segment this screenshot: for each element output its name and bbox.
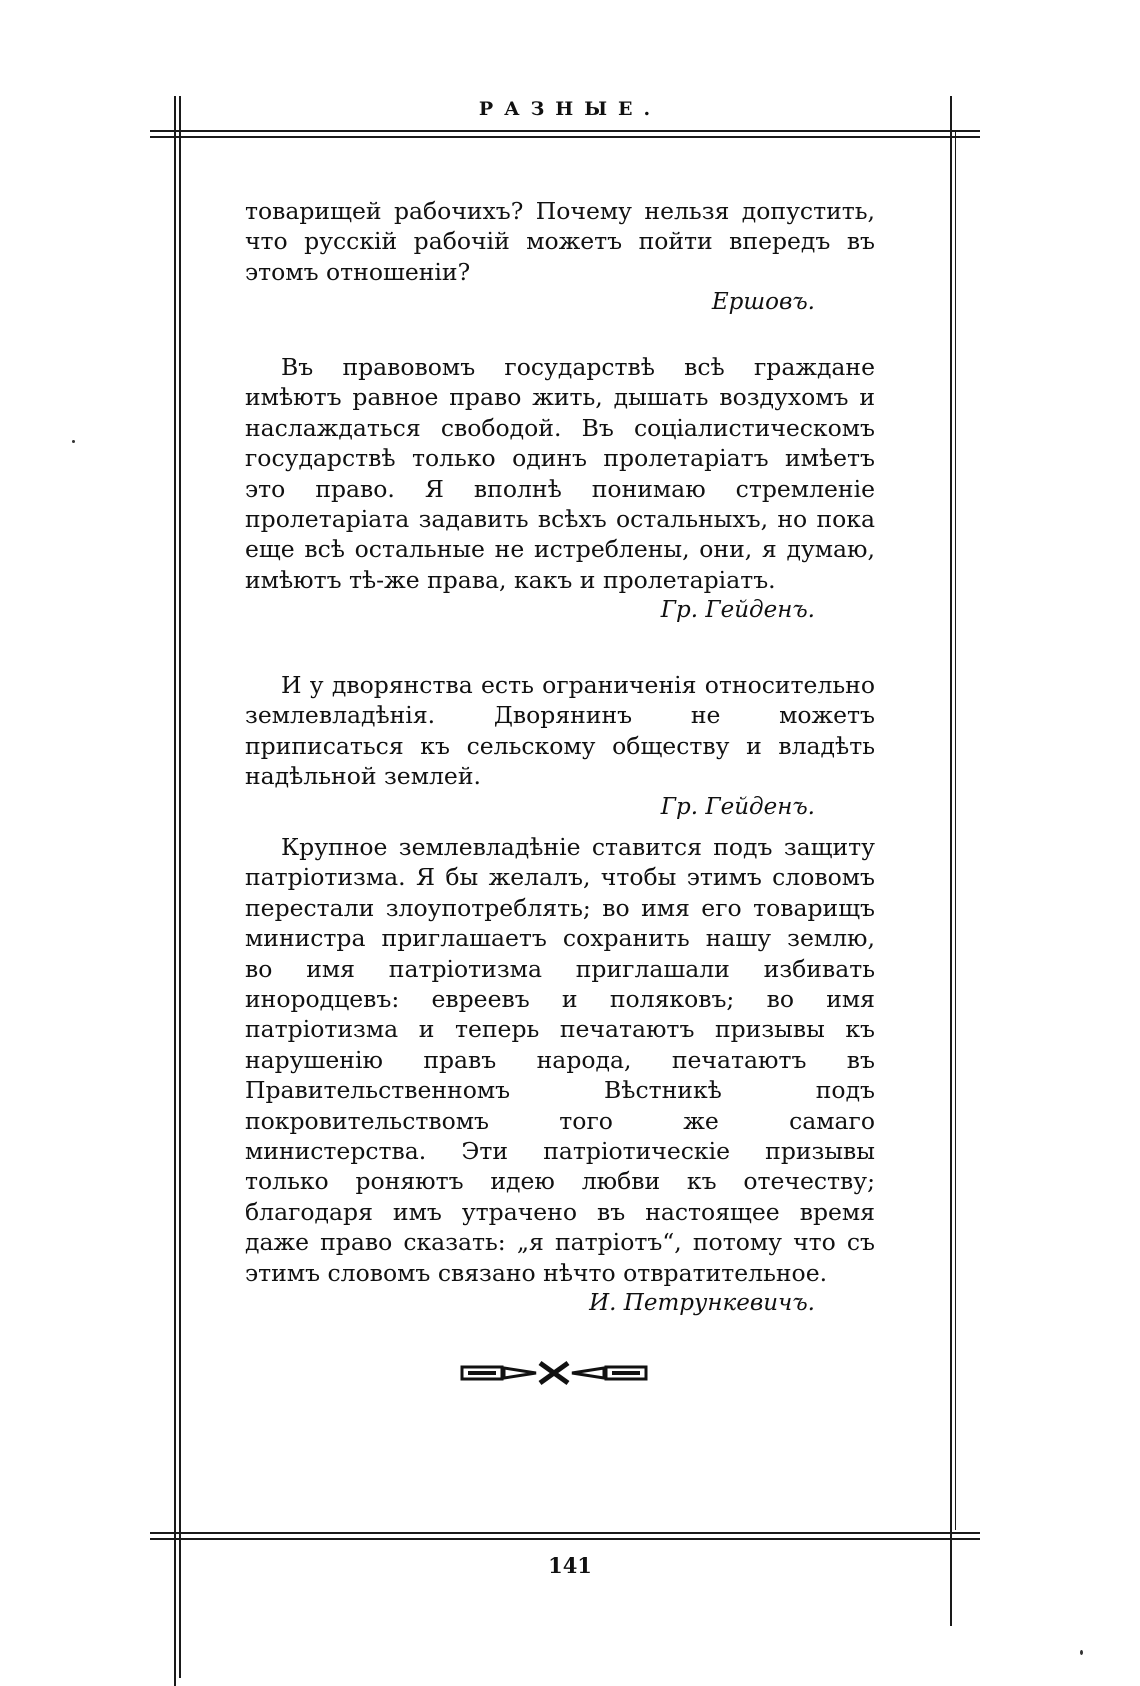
running-title: РАЗНЫЕ. <box>478 98 662 120</box>
frame-right-rule-outer <box>950 96 952 1626</box>
frame-left-rule-inner <box>179 96 181 1678</box>
header-rule-top <box>150 130 980 132</box>
quote-4-author: И. Петрункевичъ. <box>589 1290 815 1317</box>
quote-3-text: И у дворянства есть ограниченія относительно землевладѣнія. Дворянинъ не можетъ приписаться къ сельскому обществу и владѣть надѣльной землей. <box>245 671 875 791</box>
quote-1-author: Ершовъ. <box>711 289 815 316</box>
quote-2-text: Въ правовомъ государствѣ всѣ граждане имѣютъ равное право жить, дышать воздухомъ и наслаждаться свободой. Въ соціалистическомъ государствѣ только одинъ пролетаріатъ имѣетъ это право. Я вполнѣ понимаю стремленіе пролетаріата задавить всѣхъ остальныхъ, но пока еще всѣ остальные не истреблены, они, я думаю, имѣютъ тѣ-же права, какъ и пролетаріатъ. <box>245 353 875 594</box>
frame-left-rule-outer <box>174 96 176 1686</box>
header-rule-bottom <box>150 136 980 138</box>
footer-rule-top <box>150 1532 980 1534</box>
scan-speck <box>1080 1650 1083 1655</box>
frame-right-rule-inner <box>955 130 956 1530</box>
quote-1-text: товарищей рабочихъ? Почему нельзя допустить, что русскій рабочій можетъ пойти впередъ въ этомъ отношеніи? <box>245 197 875 286</box>
quote-block-2 <box>245 352 875 625</box>
page-number: 141 <box>548 1553 592 1578</box>
footer-rule-bottom <box>150 1538 980 1540</box>
quote-2-author: Гр. Гейденъ. <box>660 597 815 624</box>
quote-4-text: Крупное землевладѣніе ставится подъ защиту патріотизма. Я бы желалъ, чтобы этимъ словомъ перестали злоупотреблять; во имя его товарищъ министра приглашаетъ сохранить нашу землю, во имя патріотизма приглашали избивать инородцевъ: евреевъ и поляковъ; во имя патріотизма и теперь печатаютъ призывы къ нарушенію правъ народа, печатаютъ въ Правительственномъ Вѣстникѣ подъ покровительствомъ того же самаго министерства. Эти патріотическіе призывы только роняютъ идею любви къ отечеству; благодаря имъ утрачено въ настоящее время даже право сказать: „я патріотъ“, потому что съ этимъ словомъ связано нѣчто отвратительное. <box>245 833 875 1287</box>
quote-block-3 <box>245 670 875 822</box>
quote-block-1 <box>245 196 875 317</box>
quote-block-4 <box>245 832 875 1318</box>
ornament-divider-icon <box>460 1360 648 1386</box>
quote-3-author: Гр. Гейденъ. <box>660 793 815 820</box>
scan-speck <box>72 440 75 443</box>
